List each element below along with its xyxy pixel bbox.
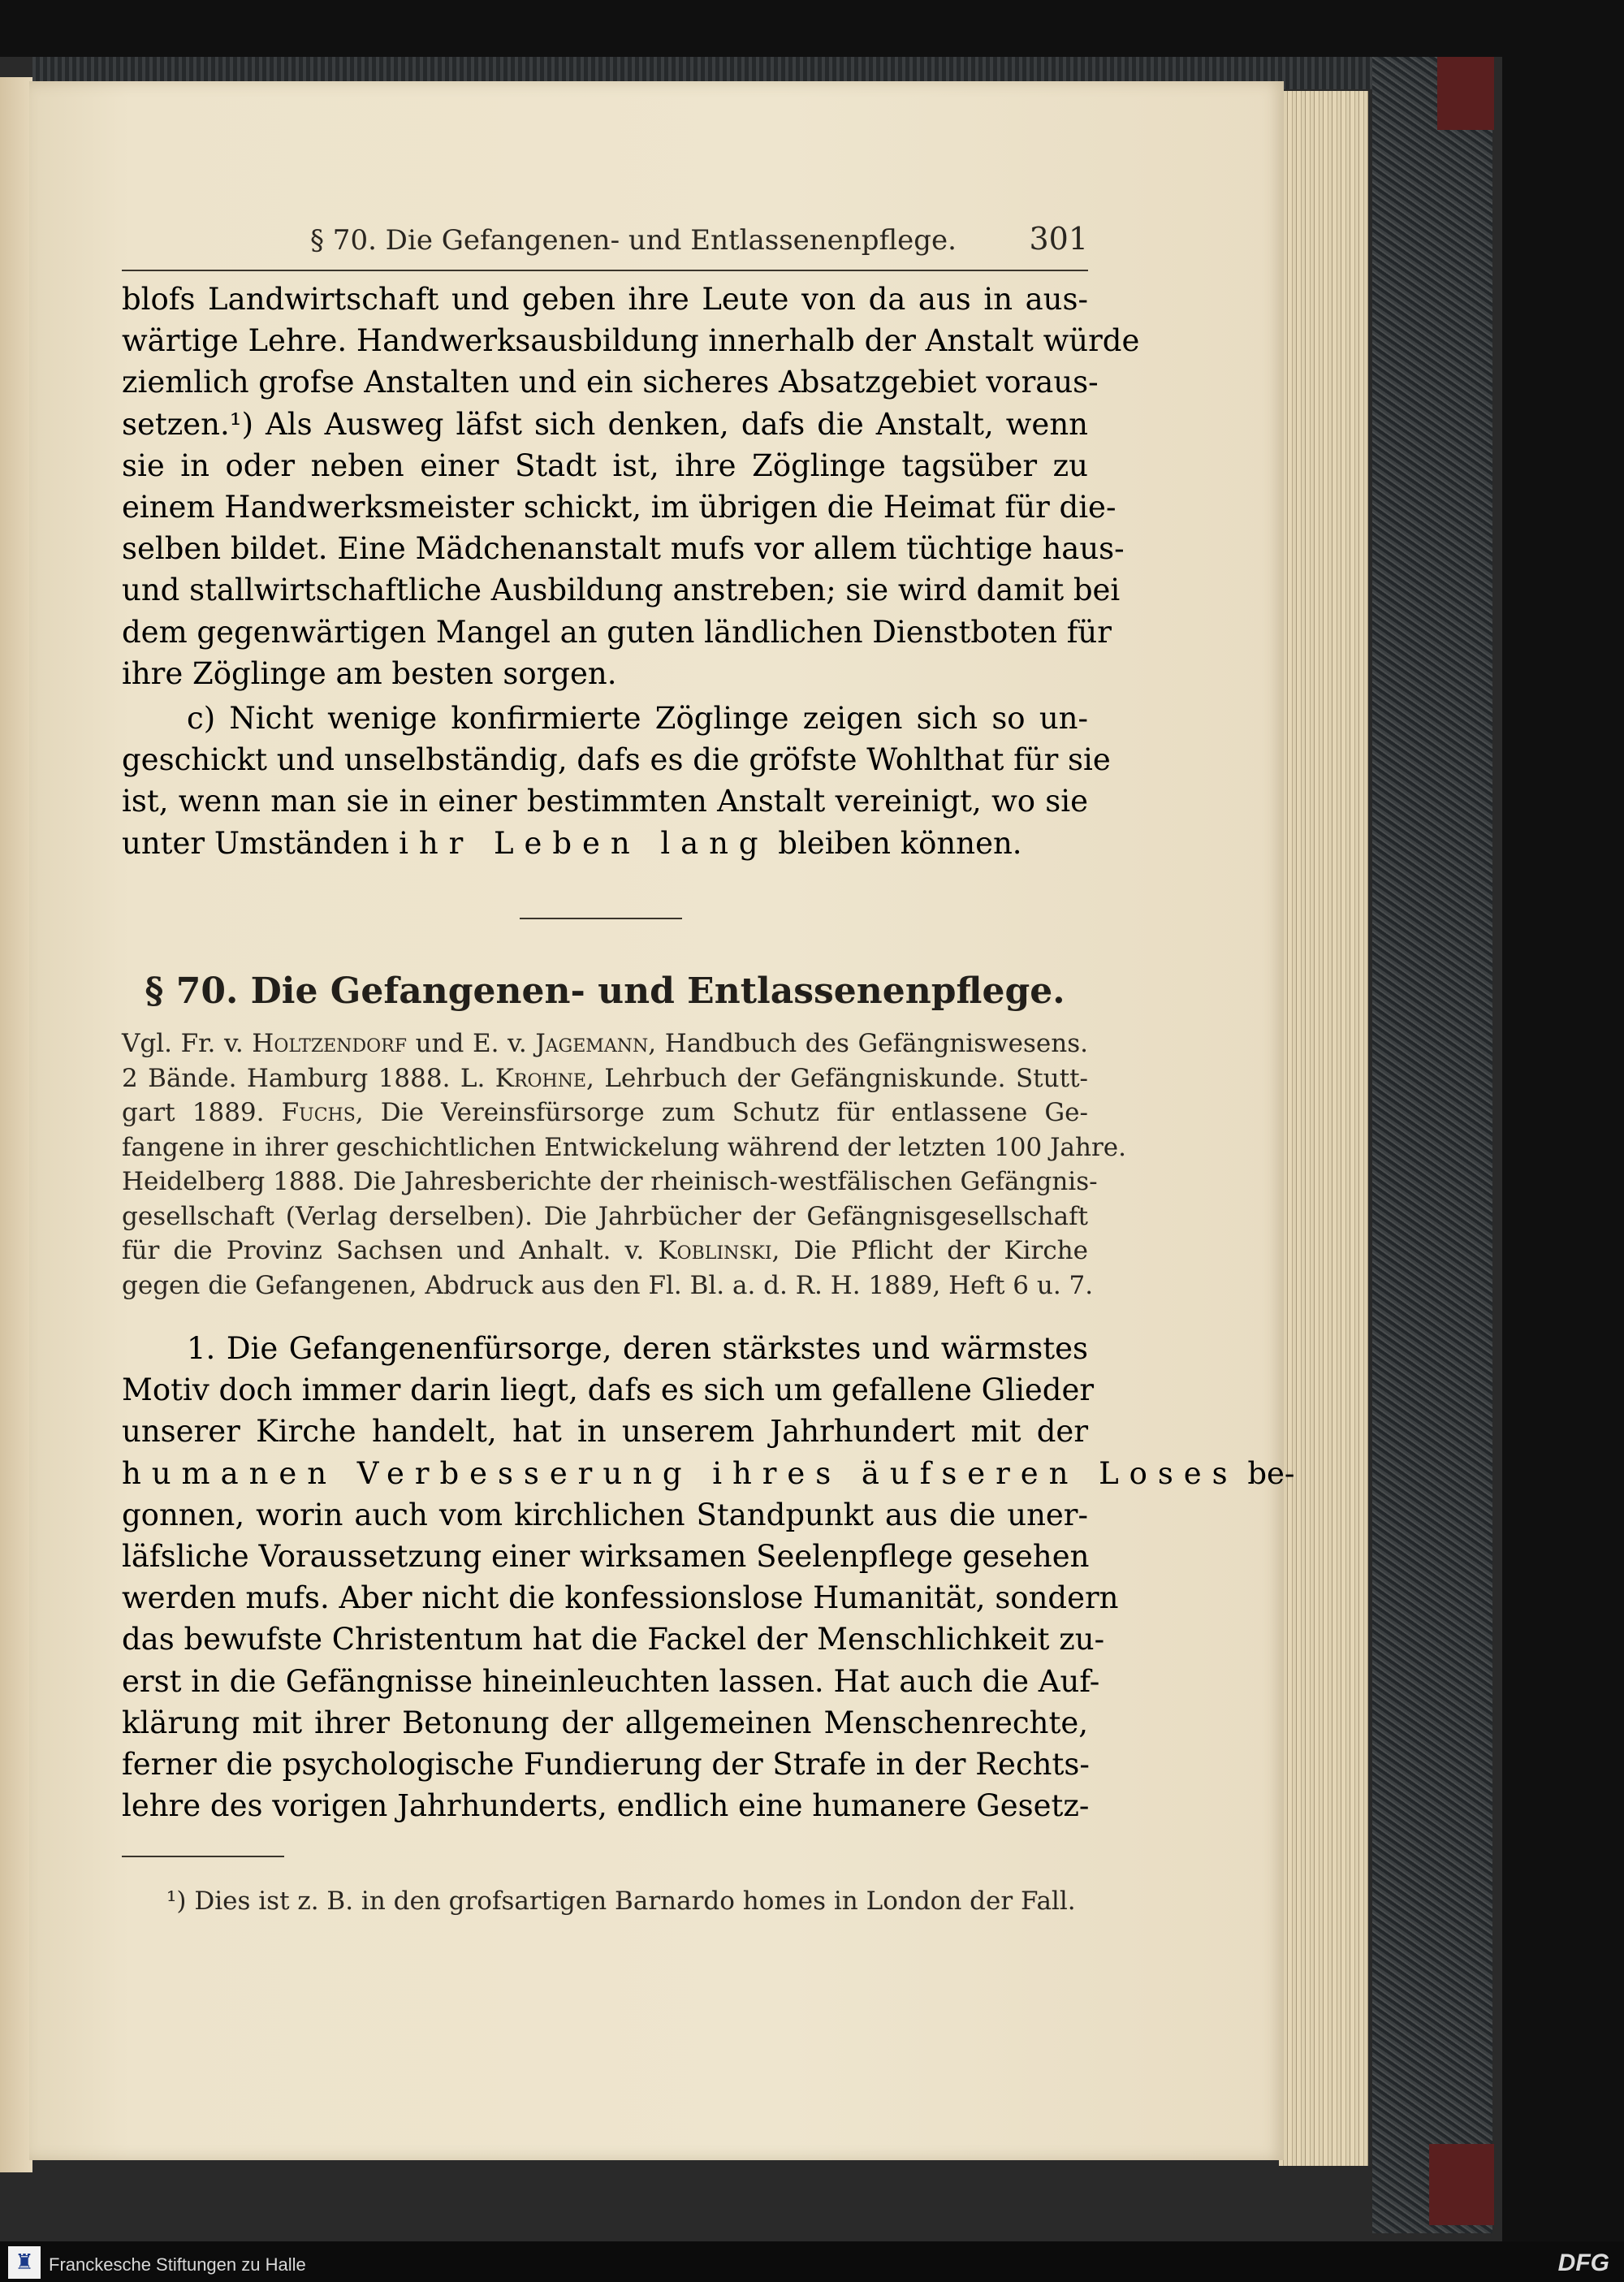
running-head — [122, 221, 1088, 270]
literature-line — [122, 1167, 1098, 1196]
text-line: gonnen, worin auch vom kirchlichen Standpunkt aus die uner- — [122, 1497, 1088, 1532]
text-line: dem gegenwärtigen Mangel an guten ländlichen Dienstboten für — [122, 614, 1112, 650]
author-name: Holtzendorf — [252, 1029, 407, 1058]
text-line: das bewufste Christentum hat die Fackel der Menschlichkeit zu- — [122, 1622, 1105, 1657]
text-run: fangene in ihrer geschichtlichen Entwickelung während der letzten 100 Jahre. — [122, 1132, 1126, 1162]
text-line: ist, wenn man sie in einer bestimmten Anstalt vereinigt, wo sie — [122, 784, 1088, 819]
text-run: und E. v. — [406, 1029, 536, 1058]
author-name: Jagemann — [535, 1029, 649, 1058]
author-name: Fuchs — [281, 1098, 356, 1127]
text-line: setzen.¹) Als Ausweg läfst sich denken, dafs die Anstalt, wenn — [122, 406, 1088, 442]
cover-corner-bottom — [1429, 2144, 1494, 2225]
text-run: Heidelberg 1888. Die Jahresberichte der rheinisch-westfälischen Gefängnis- — [122, 1167, 1098, 1196]
text-line: und stallwirtschaftliche Ausbildung anstreben; sie wird damit bei — [122, 573, 1121, 608]
page-edges — [1279, 91, 1368, 2166]
page-number: 301 — [1029, 221, 1088, 257]
text-line: ziemlich grofse Anstalten und ein sicheres Absatzgebiet voraus- — [122, 365, 1099, 400]
footnote-rule — [122, 1856, 284, 1857]
running-head-title: § 70. Die Gefangenen- und Entlassenenpflege. — [310, 224, 957, 257]
header-rule — [122, 270, 1088, 271]
text-line: sie in oder neben einer Stadt ist, ihre Zöglinge tagsüber zu — [122, 447, 1088, 483]
text-line: 1. Die Gefangenenfürsorge, deren stärkstes und wärmstes — [187, 1331, 1088, 1366]
emphasized-text: humanen Verbesserung ihres äufseren Loses — [122, 1455, 1238, 1491]
text-line: c) Nicht wenige konfirmierte Zöglinge zeigen sich so un- — [187, 701, 1088, 736]
text-line: lehre des vorigen Jahrhunderts, endlich eine humanere Gesetz- — [122, 1788, 1090, 1824]
text-line: werden mufs. Aber nicht die konfessionslose Humanität, sondern — [122, 1580, 1119, 1616]
cover-corner-top — [1437, 57, 1494, 130]
section-heading: § 70. Die Gefangenen- und Entlassenenpflege. — [145, 970, 1065, 1012]
text-run: , Die Vereinsfürsorge zum Schutz für entlassene Ge- — [355, 1098, 1088, 1127]
text-run: bleiben können. — [768, 825, 1022, 861]
funder-logo: DFG — [1557, 2250, 1609, 2276]
text-line: wärtige Lehre. Handwerksausbildung innerhalb der Anstalt würde — [122, 323, 1140, 359]
text-line: klärung mit ihrer Betonung der allgemeinen Menschenrechte, — [122, 1705, 1088, 1740]
book-cover-right — [1372, 57, 1492, 2233]
institution-logo: ♜ — [8, 2246, 41, 2279]
left-page-edge — [0, 77, 32, 2172]
text-run: unter Umständen — [122, 825, 400, 861]
section-separator — [520, 918, 682, 919]
text-line — [122, 1455, 1295, 1491]
text-line — [122, 825, 1088, 861]
text-line: blofs Landwirtschaft und geben ihre Leute von da aus in aus- — [122, 282, 1088, 317]
text-line: ferner die psychologische Fundierung der Strafe in der Rechts- — [122, 1747, 1090, 1782]
literature-line — [122, 1031, 1088, 1057]
literature-line — [122, 1100, 1088, 1126]
text-line: läfsliche Voraussetzung einer wirksamen Seelenpflege gesehen — [122, 1539, 1090, 1574]
text-run: Vgl. Fr. v. — [122, 1029, 253, 1058]
text-line: selben bildet. Eine Mädchenanstalt mufs vor allem tüchtige haus- — [122, 531, 1125, 567]
footnote: ¹) Dies ist z. B. in den grofsartigen Barnardo homes in London der Fall. — [166, 1887, 1076, 1916]
literature-line — [122, 1270, 1094, 1300]
text-run: 2 Bände. Hamburg 1888. L. — [122, 1063, 495, 1093]
text-run: , Lehrbuch der Gefängniskunde. Stutt- — [586, 1063, 1088, 1093]
text-line: geschickt und unselbständig, dafs es die gröfste Wohlthat für sie — [122, 742, 1111, 778]
emphasized-text: ihr Leben lang — [399, 825, 769, 861]
text-line: einem Handwerksmeister schickt, im übrigen die Heimat für die- — [122, 490, 1116, 525]
text-run: , Die Pflicht der Kirche — [771, 1236, 1088, 1265]
text-run: gegen die Gefangenen, Abdruck aus den Fl. Bl. a. d. R. H. 1889, Heft 6 u. 7. — [122, 1270, 1094, 1300]
text-run: gart 1889. — [122, 1098, 282, 1127]
text-run: , Handbuch des Gefängniswesens. — [648, 1029, 1088, 1058]
text-line: unserer Kirche handelt, hat in unserem Jahrhundert mit der — [122, 1414, 1088, 1450]
text-run: be- — [1237, 1455, 1295, 1491]
author-name: Koblinski — [658, 1236, 772, 1265]
text-run: gesellschaft (Verlag derselben). Die Jahrbücher der Gefängnisgesellschaft — [122, 1201, 1088, 1231]
institution-label: Franckesche Stiftungen zu Halle — [49, 2254, 306, 2275]
literature-line — [122, 1201, 1088, 1231]
text-run: für die Provinz Sachsen und Anhalt. v. — [122, 1236, 659, 1265]
text-line: ihre Zöglinge am besten sorgen. — [122, 655, 617, 691]
author-name: Krohne — [495, 1063, 587, 1093]
text-line: Motiv doch immer darin liegt, dafs es sich um gefallene Glieder — [122, 1372, 1095, 1408]
literature-line — [122, 1132, 1126, 1162]
text-line: erst in die Gefängnisse hineinleuchten lassen. Hat auch die Auf- — [122, 1663, 1100, 1699]
literature-line — [122, 1238, 1088, 1264]
literature-line — [122, 1063, 1088, 1093]
